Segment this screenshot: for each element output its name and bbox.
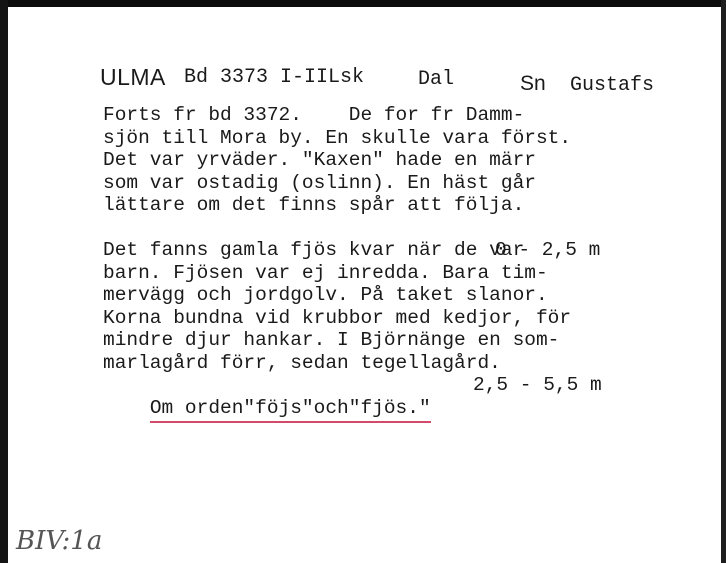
shelfmark-handwritten: BIV:1a — [16, 526, 103, 556]
text-line: som var ostadig (oslinn). En häst går — [103, 171, 536, 194]
text-line: lättare om det finns spår att följa. — [103, 194, 525, 216]
card-body — [103, 104, 683, 419]
text-line: marlagård förr, sedan tegellagård. — [103, 351, 501, 374]
text-line: Det var yrväder. "Kaxen" hade en märr — [103, 149, 536, 171]
range-row — [103, 374, 683, 419]
volume-number — [184, 66, 364, 89]
underlined-note: Om orden"föjs"och"fjös." — [150, 397, 431, 424]
text-line: Forts fr bd 3372. De for fr Damm- — [103, 104, 525, 126]
card-right-border — [721, 0, 726, 563]
text-line: Korna bundna vid krubbor med kedjor, för — [103, 306, 572, 329]
archive-name: ULMA — [100, 64, 166, 90]
card-top-border — [0, 0, 726, 7]
parish-label: Sn — [520, 72, 546, 95]
card-header — [100, 62, 700, 102]
region: Dal — [418, 68, 455, 91]
recording-range: 2,5 - 5,5 m — [473, 374, 602, 396]
text-line: sjön till Mora by. En skulle vara först. — [103, 126, 572, 149]
recording-range: 0 - 2,5 m — [495, 239, 601, 261]
text-line: mindre djur hankar. I Björnänge en som- — [103, 329, 560, 351]
section-text: I-II — [280, 66, 329, 89]
parish-name: Gustafs — [570, 74, 655, 97]
card-left-border — [0, 0, 8, 563]
volume-text: Bd 3373 — [184, 66, 269, 89]
category-text: Lsk — [328, 66, 365, 89]
text-line: barn. Fjösen var ej inredda. Bara tim- — [103, 261, 548, 284]
text-line: Det fanns gamla fjös kvar när de var — [103, 239, 525, 261]
text-line: mervägg och jordgolv. På taket slanor. — [103, 284, 548, 306]
